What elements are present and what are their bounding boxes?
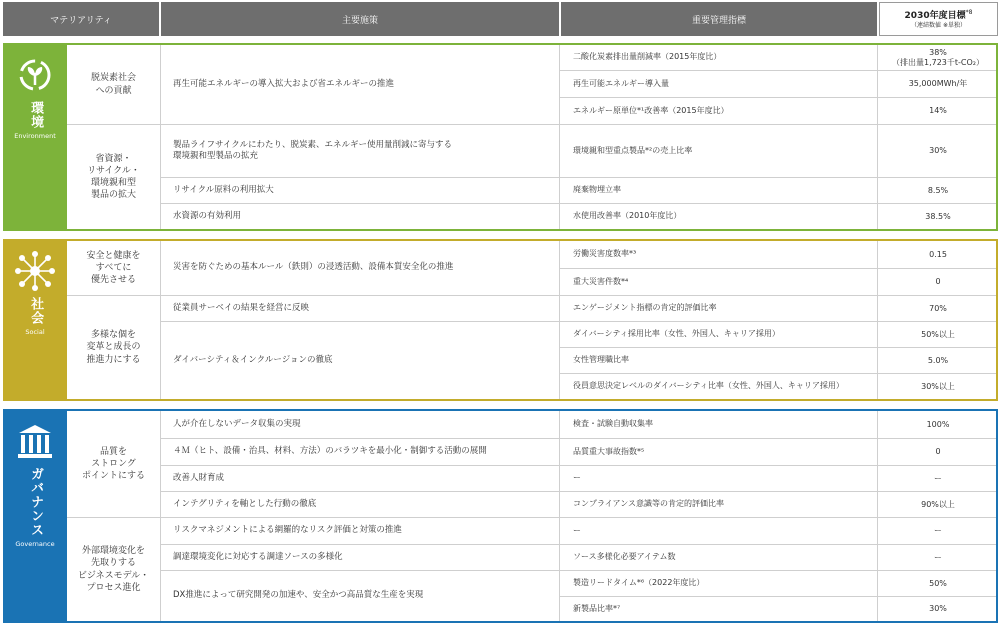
measure-cell: 改善人財育成 — [173, 472, 225, 483]
materiality-line: ビジネスモデル・ — [77, 570, 150, 581]
measure-cell: DX推進によって研究開発の加速や、安全かつ高品質な生産を実現 — [173, 590, 424, 601]
measure-cell: 調達環境変化に対応する調達ソースの多様化 — [173, 551, 343, 562]
governance-label-en: Governance — [15, 540, 55, 548]
kpi-cell: 環境親和型重点製品*²の売上比率 — [573, 145, 693, 155]
materiality-line: 製品の拡大 — [90, 190, 136, 201]
materiality-line: 推進力にする — [86, 354, 141, 365]
target-cell: 50%以上 — [921, 329, 955, 339]
section-social — [3, 239, 998, 401]
kpi-cell: 再生可能エネルギー導入量 — [573, 78, 669, 88]
governance-band — [3, 409, 67, 623]
kpi-cell: エネルギー原単位*¹改善率（2015年度比） — [573, 105, 729, 115]
target-cell: 5.0% — [927, 355, 949, 365]
social-label: 社会 — [28, 297, 44, 325]
kpi-cell: ソース多様化必要アイテム数 — [573, 552, 676, 562]
target-sub: （排出量1,723千t-CO₂） — [891, 57, 984, 67]
measure-cell: 人が介在しないデータ収集の実現 — [173, 418, 301, 429]
kpi-cell: ー — [573, 473, 581, 483]
measure-line: 製品ライフサイクルにわたり、脱炭素、エネルギー使用量削減に寄与する — [173, 139, 452, 150]
measure-line: 環境親和型製品の拡充 — [173, 151, 259, 161]
environment-label-en: Environment — [14, 132, 56, 140]
kpi-cell: 役員意思決定レベルのダイバーシティ比率（女性、外国人、キャリア採用） — [573, 381, 844, 391]
kpi-cell: ー — [573, 525, 581, 535]
header-target — [879, 2, 998, 36]
materiality-line: リサイクル・ — [87, 165, 140, 176]
target-cell: 0.15 — [929, 249, 947, 259]
target-cell: 38.5% — [925, 211, 951, 221]
measure-cell — [161, 125, 559, 177]
kpi-cell: 製造リードタイム*⁶（2022年度比） — [573, 578, 705, 588]
header-materiality — [3, 2, 159, 36]
target-cell: ー — [934, 473, 942, 483]
header-measures — [161, 2, 559, 36]
target-cell: 0 — [935, 277, 941, 287]
section-governance — [3, 409, 998, 623]
measure-cell: 従業員サーベイの結果を経営に反映 — [173, 302, 310, 313]
target-cell: 0 — [935, 447, 941, 457]
kpi-cell: エンゲージメント指標の肯定的評価比率 — [573, 303, 717, 313]
kpi-cell: ダイバーシティ採用比率（女性、外国人、キャリア採用） — [573, 329, 780, 339]
target-cell: ー — [934, 526, 942, 536]
materiality-line: 品質を — [99, 446, 127, 457]
materiality-line: 変革と成長の — [86, 342, 141, 353]
kpi-cell: 水使用改善率（2010年度比） — [573, 211, 682, 221]
materiality-cell — [67, 518, 160, 621]
materiality-cell — [67, 45, 160, 124]
kpi-cell: 廃棄物埋立率 — [573, 185, 621, 195]
header-target-sub: （連結数値 ※単独） — [911, 21, 966, 29]
header-kpis-label: 重要管理指標 — [691, 15, 746, 26]
governance-grid — [67, 409, 998, 623]
materiality-line: 多様な個を — [90, 330, 136, 341]
target-cell: 70% — [929, 303, 947, 313]
measure-cell: 水資源の有効利用 — [173, 210, 242, 221]
people-network-icon — [13, 249, 57, 293]
target-cell: ー — [934, 552, 942, 562]
header-target-title-text: 2030年度目標 — [904, 10, 966, 21]
header-measures-label: 主要施策 — [341, 15, 378, 26]
materiality-line: 外部環境変化を — [81, 546, 145, 557]
governance-label: ガバナンス — [28, 467, 44, 537]
target-cell: 8.5% — [927, 185, 949, 195]
materiality-line: 安全と健康を — [86, 250, 141, 261]
target-cell: 14% — [929, 106, 947, 116]
target-cell: 30%以上 — [921, 381, 955, 391]
target-cell: 30% — [929, 146, 947, 156]
social-band — [3, 239, 67, 401]
materiality-line: 脱炭素社会 — [90, 73, 136, 84]
materiality-line: 環境親和型 — [90, 178, 136, 188]
measure-cell: ４Ｍ（ヒト、設備・治具、材料、方法）のバラツキを最小化・制御する活動の展開 — [173, 446, 487, 457]
target-cell: 50% — [929, 578, 947, 588]
materiality-line: 優先させる — [90, 275, 136, 286]
kpi-cell: 新製品比率*⁷ — [573, 603, 621, 613]
target-cell: 35,000MWh/年 — [908, 79, 968, 89]
header-target-title — [905, 9, 973, 22]
materiality-cell — [67, 125, 160, 229]
section-environment — [3, 43, 998, 231]
target-cell — [878, 45, 998, 70]
kpi-cell: 品質重大事故指数*⁵ — [573, 446, 645, 456]
kpi-cell: 二酸化炭素排出量削減率（2015年度比） — [573, 52, 722, 62]
measure-cell: リスクマネジメントによる網羅的なリスク評価と対策の推進 — [173, 525, 402, 536]
target-cell: 100% — [926, 419, 950, 429]
environment-band — [3, 43, 67, 231]
recycle-plant-icon — [13, 53, 57, 97]
materiality-cell — [67, 296, 160, 399]
social-grid — [67, 239, 998, 401]
pillars-building-icon — [13, 419, 57, 463]
social-label-en: Social — [25, 328, 45, 336]
materiality-cell — [67, 241, 160, 295]
measure-cell: 災害を防ぐための基本ルール（鉄則）の浸透活動、設備本質安全化の推進 — [173, 262, 454, 273]
kpi-cell: 重大災害件数*⁴ — [573, 276, 629, 286]
environment-grid — [67, 43, 998, 231]
materiality-line: への貢献 — [95, 85, 132, 96]
header-target-note: *8 — [965, 8, 973, 16]
header-kpis — [561, 2, 877, 36]
measure-cell: ダイバーシティ＆インクルージョンの徹底 — [173, 354, 333, 365]
kpi-cell: 労働災害度数率*³ — [573, 249, 637, 259]
kpi-cell: 女性管理職比率 — [573, 355, 629, 365]
materiality-line: すべてに — [95, 262, 132, 273]
target-value: 38% — [929, 47, 947, 57]
measure-cell: インテグリティを軸とした行動の徹底 — [173, 498, 317, 509]
environment-label: 環境 — [28, 101, 44, 129]
kpi-cell: コンプライアンス意識等の肯定的評価比率 — [573, 499, 724, 509]
target-cell: 90%以上 — [921, 499, 955, 509]
measure-cell: リサイクル原料の利用拡大 — [173, 184, 274, 195]
materiality-line: 省資源・ — [95, 153, 132, 164]
materiality-line: ポイントにする — [81, 471, 145, 482]
materiality-cell — [67, 411, 160, 517]
target-cell: 30% — [929, 604, 947, 614]
materiality-line: 先取りする — [90, 558, 136, 569]
measure-cell: 再生可能エネルギーの導入拡大および省エネルギーの推進 — [173, 78, 395, 89]
kpi-cell: 検査・試験自動収集率 — [573, 419, 653, 429]
header-materiality-label: マテリアリティ — [50, 15, 112, 26]
materiality-line: プロセス進化 — [86, 582, 141, 593]
materiality-line: ストロング — [91, 458, 136, 469]
